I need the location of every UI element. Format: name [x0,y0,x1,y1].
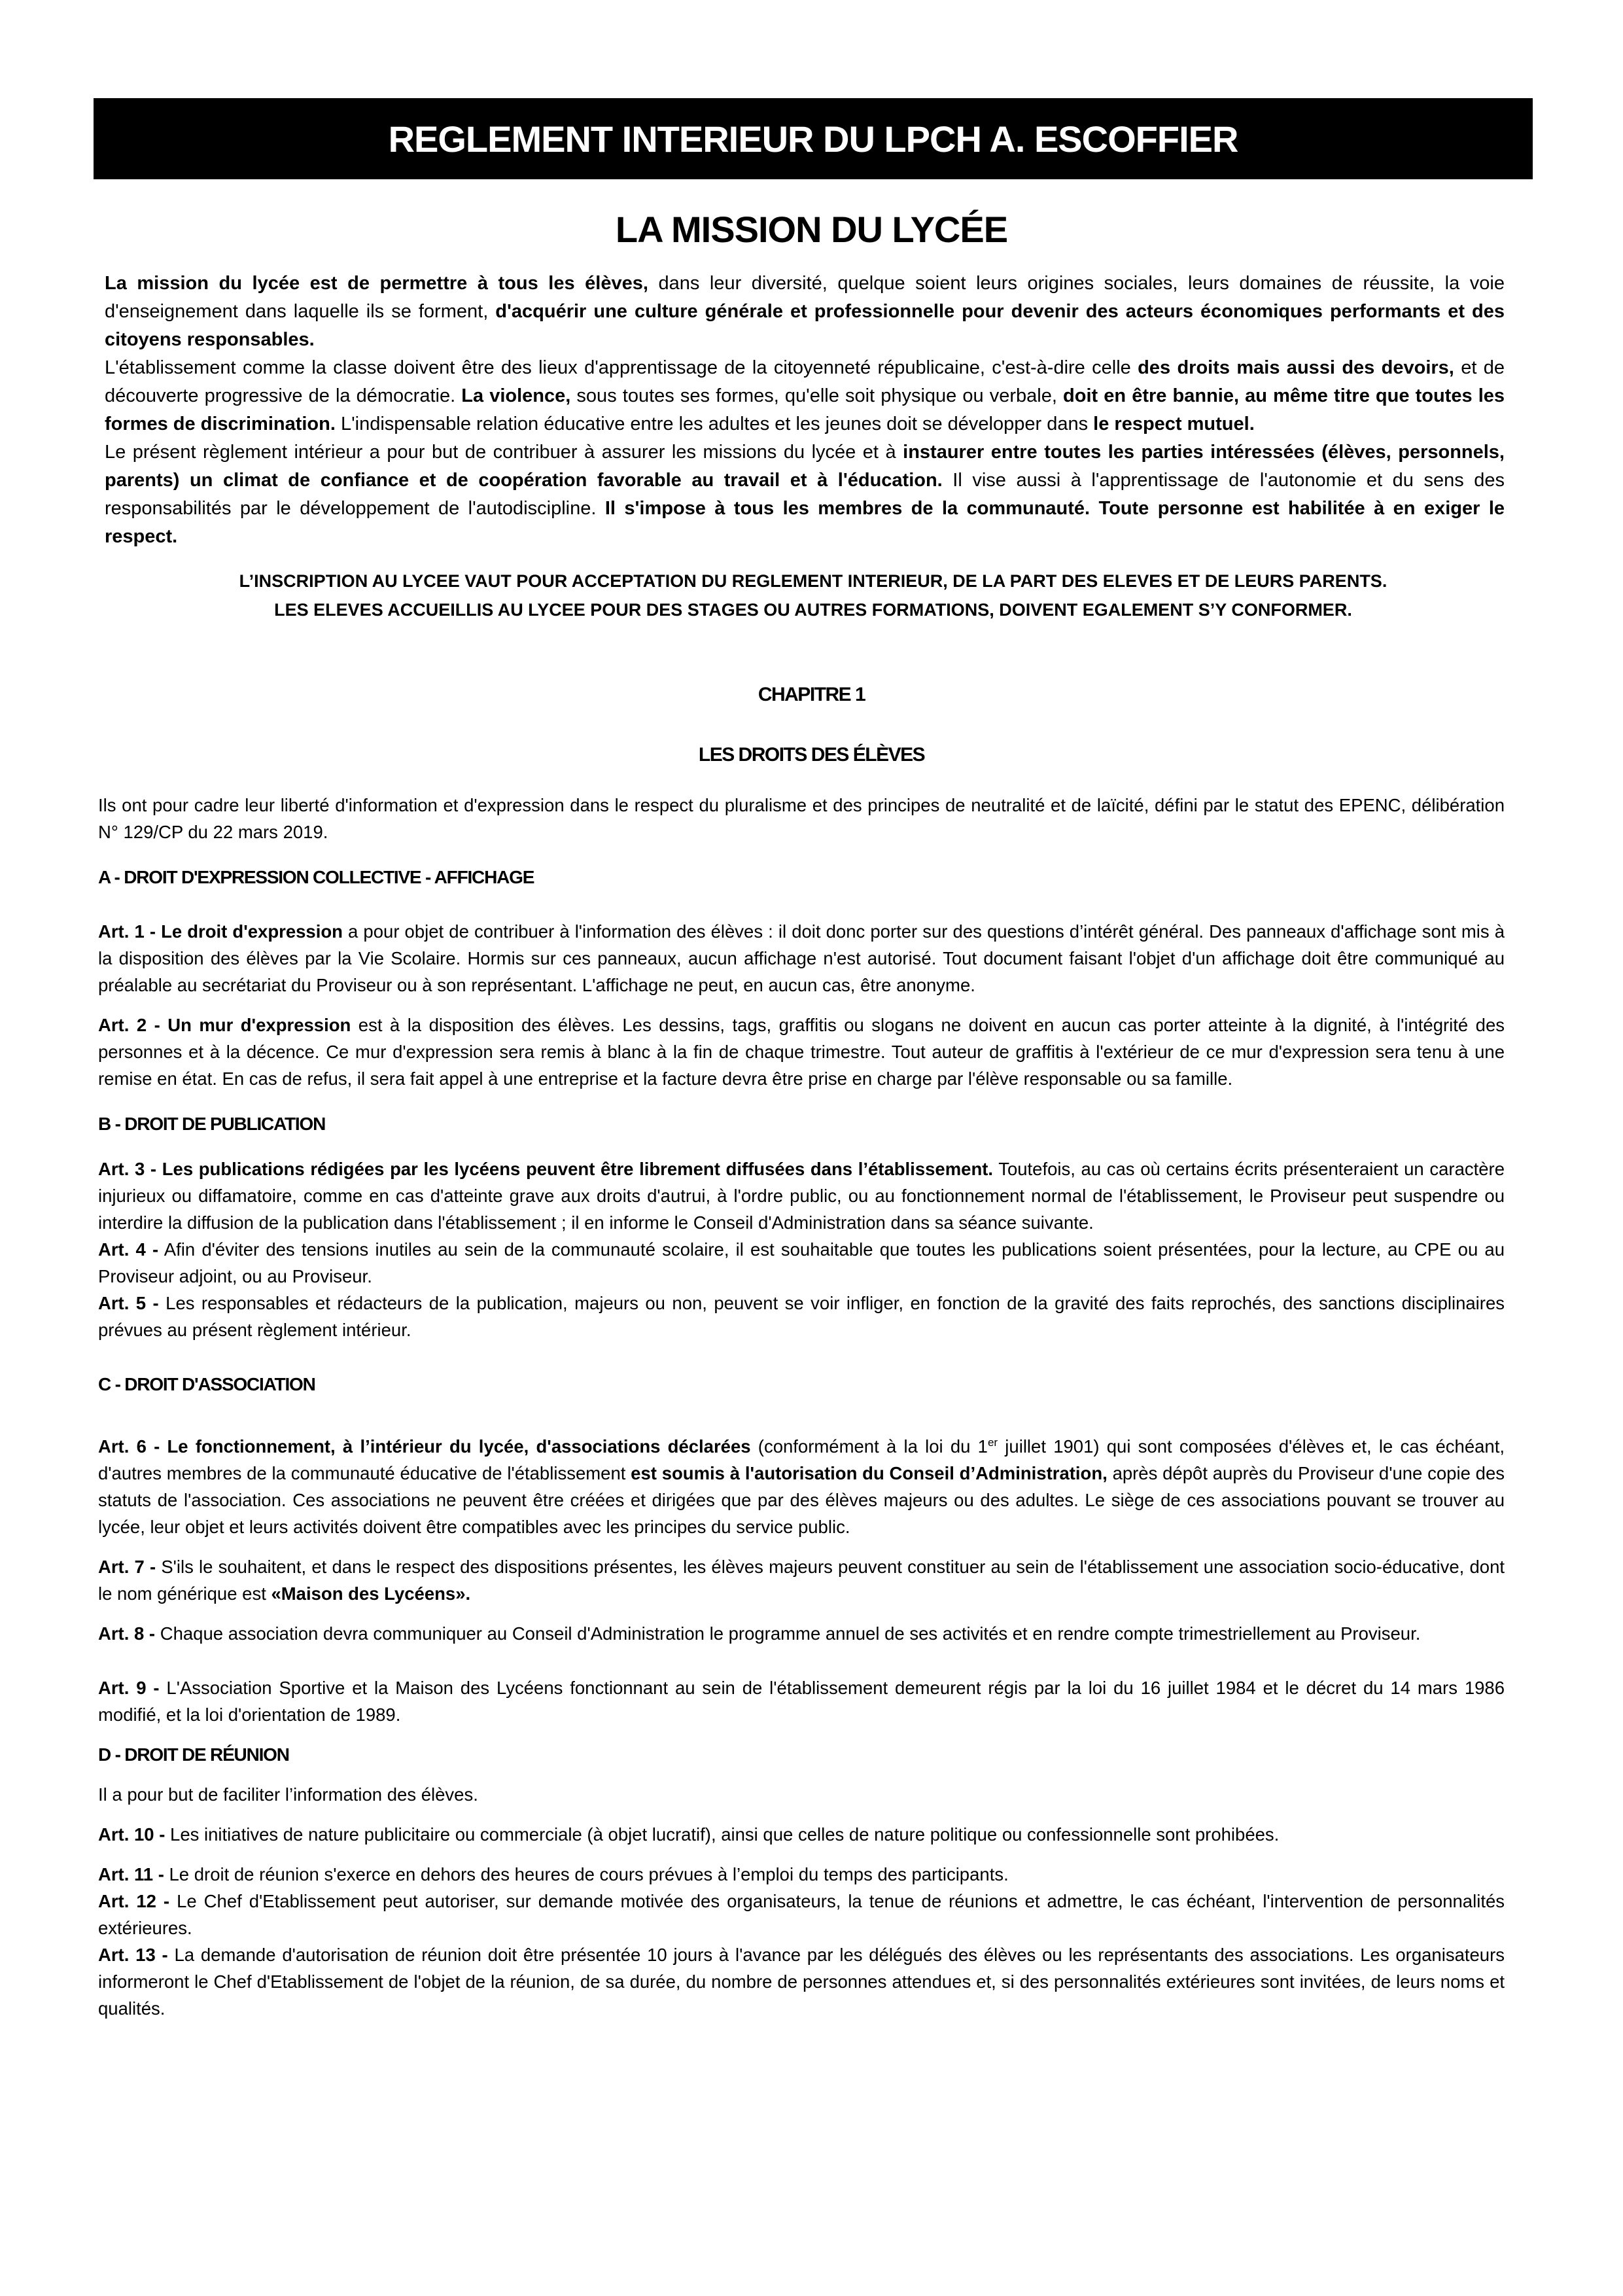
article [98,1888,1505,1941]
bold-text: Art. 7 - [98,1557,156,1577]
bold-text: Art. 4 - [98,1239,159,1260]
bold-text: le respect mutuel. [1093,414,1255,434]
text-run: Toutefois, au cas où certains écrits présenteraient un caractère injurieux ou diffamatoire, comme en cas d'atteinte grave aux droits d'autrui, à l'ordre public, ou au fonctionnement normal de l'établissement, le Proviseur peut suspendre ou interdire la diffusion de la publication dans l'établissement ; il en informe le Conseil d'Administration dans sa séance suivante. [98,1159,1505,1233]
text-run: Le présent règlement intérieur a pour but de contribuer à assurer les missions du lycée et à [105,442,903,463]
chapter-number: CHAPITRE 1 [758,684,865,705]
notice-line: LES ELEVES ACCUEILLIS AU LYCEE POUR DES STAGES OU AUTRES FORMATIONS, DOIVENT EGALEMENT S’Y CONFORMER. [274,600,1352,620]
section-intro: Il a pour but de faciliter l’information des élèves. [98,1784,478,1805]
mission-text [105,270,1505,551]
article [98,918,1505,998]
bold-text: Art. 10 - [98,1824,166,1845]
bold-text: La violence, [461,385,571,406]
article-lead: Art. 6 - Le fonctionnement, à l’intérieur du lycée, d'associations déclarées [98,1436,751,1457]
bold-text: des droits mais aussi des devoirs, [1138,357,1454,378]
text-run: La demande d'autorisation de réunion doit être présentée 10 jours à l'avance par les délégués des élèves ou les représentants des associations. Les organisateurs informeront le Chef d'Etablissement de l'objet de la réunion, de sa durée, du nombre de personnes attendues et, si des personnalités extérieures sont invitées, de leurs noms et qualités. [98,1945,1505,2019]
bold-text: Art. 12 - [98,1891,170,1911]
text-run: Les initiatives de nature publicitaire ou commerciale (à objet lucratif), ainsi que celles de nature politique ou confessionnelle sont prohibées. [165,1824,1280,1845]
article [98,1236,1505,1290]
text-run: a pour objet de contribuer à l'information des élèves : il doit donc porter sur des questions d’intérêt général. Des panneaux d'affichage sont mis à la disposition des élèves par la Vie Scolaire. Hormis sur ces panneaux, aucun affichage n'est autorisé. Tout document faisant l'objet d'un affichage doit être communiqué au préalable au secrétariat du Proviseur ou à son représentant. L'affichage ne peut, en aucun cas, être anonyme. [98,921,1505,995]
chapter-content [98,792,1505,2022]
bold-text: Art. 13 - [98,1945,168,1965]
bold-text: instaurer entre toutes les parties intéressées (élèves, personnels, parents) un climat de confiance et de coopération favorable au travail et à l'éducation. [105,442,1505,491]
article-text: juillet 1901) qui sont composées d'élèves et, le cas échéant, d'autres membres de la communauté éducative de l'établissement [98,1436,1505,1483]
bold-text: Art. 5 - [98,1293,159,1313]
article [98,1861,1505,1888]
bold-text: Art. 11 - [98,1864,164,1884]
section-heading: C - DROIT D'ASSOCIATION [98,1374,315,1394]
text-run: L'Association Sportive et la Maison des Lycéens fonctionnant au sein de l'établissement demeurent régis par la loi du 16 juillet 1984 et le décret du 14 mars 1986 modifié, et la loi d'orientation de 1989. [98,1678,1505,1725]
mission-paragraph [105,354,1505,438]
text-run: Le Chef d'Etablissement peut autoriser, sur demande motivée des organisateurs, la tenue de réunions et admettre, le cas échéant, l'intervention de personnalités extérieures. [98,1891,1505,1938]
superscript: er [987,1436,998,1449]
article [98,1433,1505,1540]
chapter-title: LES DROITS DES ÉLÈVES [698,744,925,766]
text-run: Les responsables et rédacteurs de la publication, majeurs ou non, peuvent se voir infliger, en fonction de la gravité des faits reprochés, des sanctions disciplinaires prévues au présent règlement intérieur. [98,1293,1505,1340]
mission-title: LA MISSION DU LYCÉE [615,209,1008,250]
section-heading: D - DROIT DE RÉUNION [98,1744,289,1765]
article [98,1941,1505,2022]
article [98,1620,1505,1647]
article [98,1674,1505,1728]
bold-text: Art. 8 - [98,1623,156,1644]
text-run: est à la disposition des élèves. Les dessins, tags, graffitis ou slogans ne doivent en aucun cas porter atteinte à la dignité, à l'intégrité des personnes et à la décence. Ce mur d'expression sera remis à blanc à la fin de chaque trimestre. Tout auteur de graffitis à l'extérieur de ce mur d'expression sera tenu à une remise en état. En cas de refus, il sera fait appel à une entreprise et la facture devra être prise en charge par l'élève responsable ou sa famille. [98,1015,1505,1089]
enrolment-notice [94,567,1533,624]
article [98,1821,1505,1848]
text-run: Chaque association devra communiquer au Conseil d'Administration le programme annuel de ses activités et en rendre compte trimestriellement au Proviseur. [155,1623,1421,1644]
document-title: REGLEMENT INTERIEUR DU LPCH A. ESCOFFIER [388,118,1238,160]
bold-text: Art. 1 - Le droit d'expression [98,921,343,942]
article-emphasis: est soumis à l'autorisation du Conseil d’Administration, [631,1463,1108,1483]
bold-text: «Maison des Lycéens». [271,1583,471,1604]
article [98,1553,1505,1607]
chapter-intro: Ils ont pour cadre leur liberté d'information et d'expression dans le respect du pluralisme et des principes de neutralité et de laïcité, défini par le statut des EPENC, délibération N° 129/CP du 22 mars 2019. [98,795,1505,842]
text-run: L'établissement comme la classe doivent être des lieux d'apprentissage de la citoyenneté républicaine, c'est-à-dire celle [105,357,1138,378]
text-run: L'indispensable relation éducative entre les adultes et les jeunes doit se développer dans [335,414,1094,434]
bold-text: doit en être bannie, au même titre que toutes les formes de discrimination. [105,385,1505,434]
document-title-banner [94,98,1533,179]
text-run: Afin d'éviter des tensions inutiles au sein de la communauté scolaire, il est souhaitable que toutes les publications soient présentées, pour la lecture, au CPE ou au Proviseur adjoint, ou au Proviseur. [98,1239,1505,1286]
text-run: sous toutes ses formes, qu'elle soit physique ou verbale, [570,385,1064,406]
article-text: après dépôt auprès du Proviseur d'une copie des statuts de l'association. Ces associations ne peuvent être créées et dirigées que par des élèves majeurs ou des adultes. Le siège de ces associations pouvant se trouver au lycée, leur objet et leurs activités doivent être compatibles avec les principes du service public. [98,1463,1505,1537]
article [98,1156,1505,1236]
bold-text: Art. 9 - [98,1678,160,1698]
bold-text: La mission du lycée est de permettre à tous les élèves, [105,273,648,294]
text-run: Il vise aussi à l'apprentissage de l'autonomie et du sens des responsabilités par le développement de l'autodiscipline. [105,470,1505,519]
mission-paragraph [105,438,1505,551]
text-run: Le droit de réunion s'exerce en dehors des heures de cours prévues à l’emploi du temps des participants. [164,1864,1009,1884]
notice-line: L’INSCRIPTION AU LYCEE VAUT POUR ACCEPTATION DU REGLEMENT INTERIEUR, DE LA PART DES ELEVES ET DE LEURS PARENTS. [239,571,1387,591]
mission-paragraph [105,270,1505,354]
text-run: S'ils le souhaitent, et dans le respect des dispositions présentes, les élèves majeurs peuvent constituer au sein de l'établissement une association socio-éducative, dont le nom générique est [98,1557,1505,1604]
bold-text: d'acquérir une culture générale et professionnelle pour devenir des acteurs économiques performants et des citoyens responsables. [105,301,1505,350]
article [98,1290,1505,1343]
bold-text: Art. 2 - Un mur d'expression [98,1015,351,1035]
section-heading: A - DROIT D'EXPRESSION COLLECTIVE - AFFICHAGE [98,867,534,887]
bold-text: Il s'impose à tous les membres de la communauté. Toute personne est habilitée à en exiger le respect. [105,498,1505,547]
bold-text: Art. 3 - Les publications rédigées par les lycéens peuvent être librement diffusées dans l’établissement. [98,1159,994,1179]
article [98,1012,1505,1092]
text-run: et de découverte progressive de la démocratie. [105,357,1505,406]
text-run: dans leur diversité, quelque soient leurs origines sociales, leurs domaines de réussite, la voie d'enseignement dans laquelle ils se forment, [105,273,1505,322]
section-heading: B - DROIT DE PUBLICATION [98,1114,326,1134]
article-text: (conformément à la loi du 1 [750,1436,988,1457]
